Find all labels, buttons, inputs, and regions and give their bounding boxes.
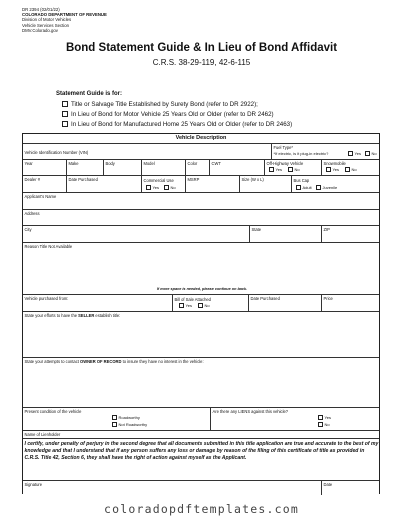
- field-label: Fuel Type*: [273, 144, 293, 150]
- division-name: Division of Motor Vehicles: [22, 17, 72, 23]
- signature-field[interactable]: [23, 481, 321, 495]
- label-text: State your efforts to have the: [24, 312, 79, 318]
- liens-no[interactable]: [318, 422, 330, 427]
- field-label: [25, 359, 204, 364]
- bill-of-sale-no[interactable]: [198, 303, 210, 308]
- checkbox-label: Yes: [185, 303, 193, 309]
- guide-option-manufactured-home[interactable]: [62, 121, 292, 128]
- page-title: Bond Statement Guide & In Lieu of Bond Affidavit: [65, 42, 338, 54]
- off-highway-field: [264, 160, 321, 175]
- body-field[interactable]: [103, 160, 141, 175]
- applicant-name-field[interactable]: [23, 193, 381, 209]
- label-text: to insure they have no interest in the vehicle:: [121, 358, 204, 364]
- field-label: Dealer #: [24, 176, 40, 182]
- checkbox[interactable]: [146, 185, 151, 190]
- purchased-from-field[interactable]: [23, 295, 172, 311]
- liens-field: [210, 408, 381, 430]
- field-label: Off-Highway Vehicle: [266, 160, 304, 166]
- field-label: Applicant's Name: [24, 193, 57, 199]
- certification-block: [23, 439, 381, 480]
- checkbox-label: Yes: [152, 184, 160, 190]
- snowmobile-yes[interactable]: [326, 167, 339, 172]
- field-label: Make: [68, 160, 79, 166]
- color-field[interactable]: [185, 160, 209, 175]
- checkbox-label: No: [294, 167, 300, 173]
- checkbox[interactable]: [112, 422, 117, 427]
- guide-option-label: Title or Salvage Title Established by Surety Bond (refer to DR 2922);: [71, 101, 258, 108]
- page-subtitle: C.R.S. 38-29-119, 42-6-115: [152, 58, 251, 67]
- checkbox[interactable]: [62, 111, 68, 117]
- checkbox[interactable]: [326, 167, 331, 172]
- checkbox-label: Yes: [275, 167, 283, 173]
- department-name: COLORADO DEPARTMENT OF REVENUE: [22, 12, 107, 18]
- lienholder-row: [23, 430, 379, 438]
- checkbox-label: No: [371, 151, 377, 157]
- cwt-field[interactable]: [209, 160, 264, 175]
- vin-field[interactable]: [23, 144, 271, 159]
- make-field[interactable]: [66, 160, 103, 175]
- checkbox[interactable]: [112, 415, 117, 420]
- size-field[interactable]: [239, 176, 291, 192]
- checkbox-label: No: [351, 167, 357, 173]
- checkbox[interactable]: [345, 167, 350, 172]
- dealer-field[interactable]: [23, 176, 66, 192]
- lienholder-field[interactable]: [23, 431, 381, 438]
- guide-option-label: In Lieu of Bond for Motor Vehicle 25 Years Old or Older (refer to DR 2462): [71, 111, 274, 118]
- dealer-row: [23, 175, 379, 192]
- form-header: [22, 7, 107, 33]
- field-label: Name of Lienholder: [24, 431, 61, 437]
- field-label: Vehicle purchased from:: [24, 295, 69, 301]
- condition-field: [23, 408, 210, 430]
- plugin-no[interactable]: [365, 151, 377, 156]
- checkbox-label: Yes: [332, 167, 340, 173]
- bill-of-sale-yes[interactable]: [179, 303, 192, 308]
- field-label: Bus Cap: [293, 178, 310, 183]
- applicant-row: [23, 192, 379, 209]
- checkbox-label: Roadworthy: [118, 415, 140, 421]
- roadworthy-option[interactable]: [112, 415, 140, 420]
- bus-adult[interactable]: [296, 185, 312, 190]
- address-field[interactable]: [23, 210, 381, 225]
- more-space-note: If more space is needed, please continue on back.: [156, 287, 248, 291]
- field-label: [25, 313, 121, 318]
- field-label: Present condition of the vehicle: [24, 408, 82, 414]
- checkbox[interactable]: [316, 185, 321, 190]
- field-label: Commercial Use: [143, 178, 174, 183]
- field-label: Date Purchased: [68, 176, 98, 182]
- certification-row: [23, 438, 379, 480]
- model-field[interactable]: [141, 160, 185, 175]
- guide-option-motor-vehicle[interactable]: [62, 111, 274, 118]
- checkbox-label: Yes: [324, 415, 332, 421]
- label-emphasis: SELLER: [78, 312, 95, 318]
- checkbox[interactable]: [62, 101, 68, 107]
- seller-efforts-field[interactable]: [23, 312, 381, 357]
- checkbox[interactable]: [62, 121, 68, 127]
- city-row: [23, 225, 379, 242]
- field-label: Color: [187, 160, 198, 166]
- label-emphasis: OWNER OF RECORD: [80, 358, 122, 364]
- plugin-yes[interactable]: [348, 151, 361, 156]
- certification-text: I certify, under penalty of perjury in the second degree that all documents submitted in this title application are true and accurate to the best of my knowledge and that I understand that if any person suffers any loss or damage by reason of the filing of this certificate of title as provided in C.R.S. Title 42, Section 6, they shall have the right of action against myself as the Applicant.: [24, 440, 379, 461]
- checkbox[interactable]: [296, 185, 301, 190]
- checkbox-label: Juvenile: [322, 184, 338, 190]
- field-label: State: [251, 226, 262, 232]
- address-row: [23, 209, 379, 225]
- field-label: Snowmobile: [323, 160, 346, 166]
- liens-yes[interactable]: [318, 415, 331, 420]
- date-purchased-field[interactable]: [66, 176, 141, 192]
- zip-field[interactable]: [321, 226, 381, 242]
- checkbox-label: Yes: [354, 151, 362, 157]
- form-id: DR 2394 (02/01/22): [22, 7, 60, 12]
- purchase-row: [23, 294, 379, 311]
- checkbox-label: Adult: [302, 184, 312, 190]
- field-label: Vehicle Identification Number (VIN): [24, 150, 89, 155]
- year-row: [23, 159, 379, 175]
- field-label: Year: [24, 160, 33, 166]
- section-title: Vehicle Description: [23, 134, 379, 143]
- website-link[interactable]: DMV.Colorado.gov: [22, 27, 58, 33]
- reason-row: [23, 242, 379, 294]
- field-label: Signature: [24, 481, 43, 487]
- checkbox-label: No: [170, 184, 176, 190]
- checkbox[interactable]: [288, 167, 293, 172]
- guide-option-label: In Lieu of Bond for Manufactured Home 25 Years Old or Older (refer to DR 2463): [71, 121, 293, 128]
- not-roadworthy-option[interactable]: [112, 422, 147, 427]
- field-label: *If electric, is it plug-in electric?: [273, 151, 329, 156]
- field-label: Price: [323, 295, 333, 301]
- snowmobile-no[interactable]: [345, 167, 357, 172]
- field-label: Are there any LIENS against this vehicle?: [212, 408, 289, 414]
- signature-date-field[interactable]: [321, 481, 381, 495]
- label-text: establish title:: [94, 312, 121, 318]
- bill-of-sale-field: [172, 295, 248, 311]
- checkbox[interactable]: [348, 151, 353, 156]
- commercial-no[interactable]: [164, 185, 176, 190]
- msrp-field[interactable]: [185, 176, 239, 192]
- checkbox[interactable]: [179, 303, 184, 308]
- reason-field[interactable]: [23, 243, 381, 294]
- checkbox[interactable]: [318, 422, 323, 427]
- vehicle-form: [22, 133, 380, 494]
- seller-efforts-row: [23, 311, 379, 357]
- condition-row: [23, 407, 379, 430]
- checkbox[interactable]: [198, 303, 203, 308]
- commercial-yes[interactable]: [146, 185, 159, 190]
- field-label: City: [24, 226, 32, 232]
- signature-row: [23, 480, 379, 495]
- checkbox-label: No: [324, 422, 330, 428]
- checkbox-label: Not Roadworthy: [118, 422, 148, 428]
- year-field[interactable]: [23, 160, 66, 175]
- checkbox[interactable]: [269, 167, 274, 172]
- label-text: State your attempts to contact: [24, 358, 81, 364]
- state-field[interactable]: [249, 226, 321, 242]
- field-label: Date: [323, 481, 333, 487]
- price-field[interactable]: [321, 295, 381, 311]
- field-label: Reason Title Not Available: [24, 243, 73, 249]
- vin-row: [23, 143, 379, 159]
- field-label: Body: [105, 160, 115, 166]
- bus-cap-field: [291, 176, 381, 192]
- field-label: ZIP: [323, 226, 330, 232]
- checkbox[interactable]: [164, 185, 169, 190]
- city-field[interactable]: [23, 226, 249, 242]
- owner-attempts-field[interactable]: [23, 358, 381, 407]
- field-label: Size (W x L): [241, 176, 264, 182]
- offhighway-no[interactable]: [288, 167, 300, 172]
- purchase-date-field[interactable]: [248, 295, 321, 311]
- guide-option-surety-bond[interactable]: [62, 101, 258, 108]
- field-label: MSRP: [187, 176, 200, 182]
- guide-heading: Statement Guide is for:: [56, 91, 123, 97]
- checkbox[interactable]: [318, 415, 323, 420]
- commercial-use-field: [141, 176, 185, 192]
- fuel-type-field[interactable]: [271, 144, 381, 159]
- checkbox[interactable]: [365, 151, 370, 156]
- bus-juvenile[interactable]: [316, 185, 337, 190]
- field-label: Bill of Sale Attached: [174, 296, 211, 302]
- watermark: coloradopdftemplates.com: [104, 502, 299, 516]
- field-label: Address: [24, 210, 40, 216]
- owner-attempts-row: [23, 357, 379, 407]
- checkbox-label: No: [204, 303, 210, 309]
- field-label: Model: [143, 160, 155, 166]
- snowmobile-field: [321, 160, 381, 175]
- field-label: Date Purchased: [250, 295, 280, 301]
- section-name: Vehicle Services Section: [22, 22, 70, 28]
- field-label: CWT: [211, 160, 221, 166]
- offhighway-yes[interactable]: [269, 167, 282, 172]
